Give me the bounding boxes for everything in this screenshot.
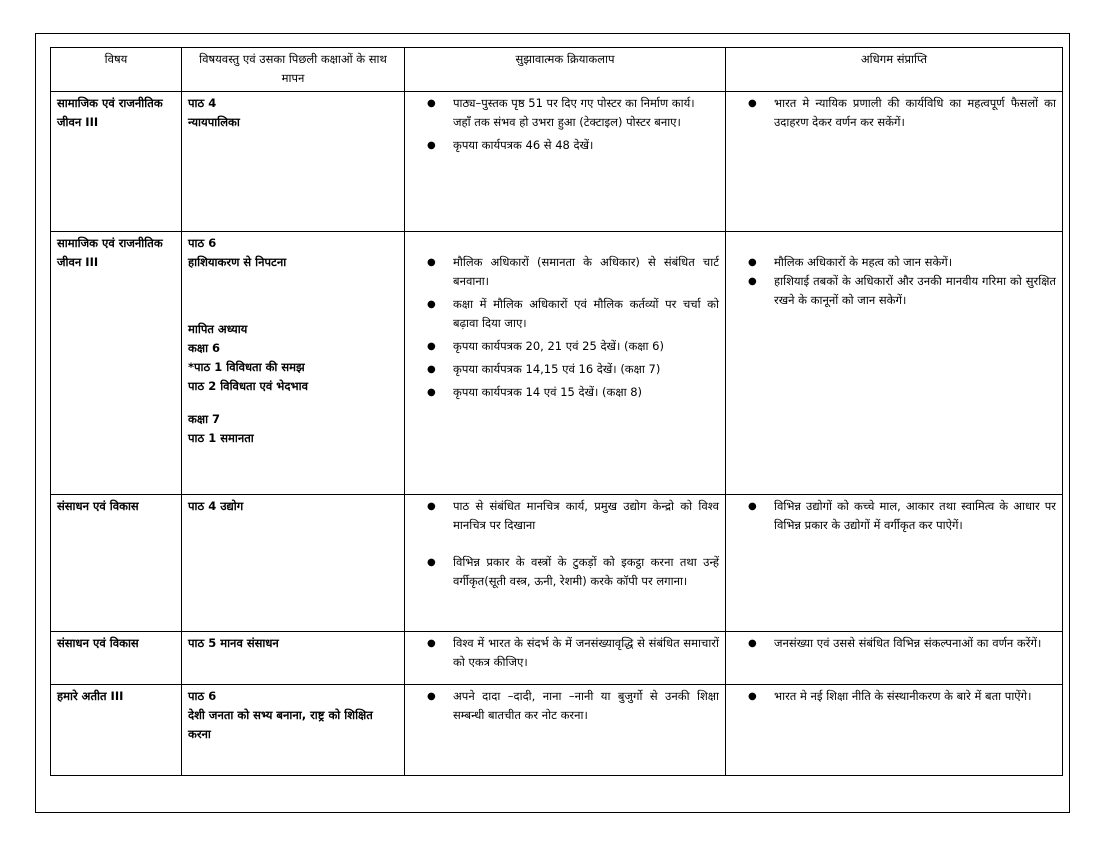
outcomes-cell bbox=[726, 685, 1063, 776]
header-content: विषयवस्तु एवं उसका पिछली कक्षाओं के साथ मापन bbox=[182, 48, 405, 92]
activity-item: ● विभिन्न प्रकार के वस्त्रों के टुकड़ों को इकट्ठा करना तथा उन्हें वर्गीकृत(सूती वस्त्र, ऊनी, रेशमी) करके कॉपी पर लगाना। bbox=[411, 553, 719, 591]
activity-item: ● कक्षा में मौलिक अधिकारों एवं मौलिक कर्तव्यों पर चर्चा को बढ़ावा दिया जाए। bbox=[411, 295, 719, 333]
outcome-item: ● भारत मे नई शिक्षा नीति के संस्थानीकरण के बारे में बता पाऐंगे। bbox=[732, 687, 1056, 706]
chapter-title: हाशियाकरण से निपटना bbox=[188, 255, 287, 269]
subject-cell: सामाजिक एवं राजनीतिक जीवन III bbox=[51, 232, 182, 495]
table-row bbox=[51, 632, 1063, 685]
activity-item: ● अपने दादा –दादी, नाना –नानी या बुजुर्गो से उनकी शिक्षा सम्बन्धी बातचीत कर नोट करना। bbox=[411, 687, 719, 725]
outcome-item: ● हाशियाई तबकों के अधिकारों और उनकी मानवीय गरिमा को सुरक्षित रखने के कानूनों को जान सकेगें। bbox=[732, 272, 1056, 310]
mapped-chapter: *पाठ 1 विविधता की समझ bbox=[188, 360, 305, 374]
outcomes-cell bbox=[726, 92, 1063, 232]
activity-item: ● पाठ से संबंधित मानचित्र कार्य, प्रमुख उद्योग केन्द्रो को विश्व मानचित्र पर दिखाना bbox=[411, 497, 719, 535]
activity-item: ● कृपया कार्यपत्रक 14 एवं 15 देखें। (कक्षा 8) bbox=[411, 383, 719, 402]
outcomes-cell bbox=[726, 632, 1063, 685]
table-row bbox=[51, 685, 1063, 776]
table-header-row bbox=[51, 48, 1063, 92]
mapped-chapters-label: मापित अध्याय bbox=[188, 322, 248, 336]
chapter-title: पाठ 4 उद्योग bbox=[188, 499, 244, 513]
activity-item: ● मौलिक अधिकारों (समानता के अधिकार) से संबंधित चार्ट बनवाना। bbox=[411, 253, 719, 291]
class-label: कक्षा 7 bbox=[188, 412, 221, 426]
activities-cell bbox=[405, 495, 726, 632]
chapter-title: न्यायपालिका bbox=[188, 115, 240, 129]
content-cell bbox=[182, 92, 405, 232]
outcomes-cell bbox=[726, 232, 1063, 495]
activities-cell bbox=[405, 92, 726, 232]
outcomes-cell bbox=[726, 495, 1063, 632]
subject-cell: सामाजिक एवं राजनीतिक जीवन III bbox=[51, 92, 182, 232]
activity-item: ● कृपया कार्यपत्रक 20, 21 एवं 25 देखें। (कक्षा 6) bbox=[411, 337, 719, 356]
activity-item: ● विश्व में भारत के संदर्भ के में जनसंख्यावृद्धि से संबंधित समाचारों को एकत्र कीजिए। bbox=[411, 634, 719, 672]
content-cell bbox=[182, 632, 405, 685]
outcome-item: ● मौलिक अधिकारों के महत्व को जान सकेगें। bbox=[732, 253, 1056, 272]
chapter-title: देशी जनता को सभ्य बनाना, राष्ट्र को शिक्षित करना bbox=[188, 708, 373, 741]
table-row bbox=[51, 232, 1063, 495]
outcome-item: ● भारत मे न्यायिक प्रणाली की कार्यविधि का महत्वपूर्ण फैसलों का उदाहरण देकर वर्णन कर सकेंगें। bbox=[732, 94, 1056, 132]
class-label: कक्षा 6 bbox=[188, 341, 221, 355]
subject-cell: संसाधन एवं विकास bbox=[51, 632, 182, 685]
activities-cell bbox=[405, 232, 726, 495]
outcome-item: ● जनसंख्या एवं उससे संबंधित विभिन्न संकल्पनाओं का वर्णन करेंगें। bbox=[732, 634, 1056, 653]
activities-cell bbox=[405, 685, 726, 776]
subject-cell: हमारे अतीत III bbox=[51, 685, 182, 776]
table-row bbox=[51, 92, 1063, 232]
mapped-chapter: पाठ 1 समानता bbox=[188, 431, 254, 445]
content-cell bbox=[182, 232, 405, 495]
chapter-title: पाठ 5 मानव संसाधन bbox=[188, 636, 279, 650]
chapter-number: पाठ 6 bbox=[188, 236, 217, 250]
activity-item: ● कृपया कार्यपत्रक 46 से 48 देखें। bbox=[411, 136, 719, 155]
activities-cell bbox=[405, 632, 726, 685]
header-outcomes: अधिगम संप्राप्ति bbox=[726, 48, 1063, 92]
activity-item: ● कृपया कार्यपत्रक 14,15 एवं 16 देखें। (कक्षा 7) bbox=[411, 360, 719, 379]
curriculum-table bbox=[50, 47, 1063, 776]
header-subject: विषय bbox=[51, 48, 182, 92]
content-cell bbox=[182, 685, 405, 776]
mapped-chapter: पाठ 2 विविधता एवं भेदभाव bbox=[188, 379, 308, 393]
chapter-number: पाठ 4 bbox=[188, 96, 217, 110]
outcome-item: ● विभिन्न उद्योगों को कच्चे माल, आकार तथा स्वामित्व के आधार पर विभिन्न प्रकार के उद्योगों में वर्गीकृत कर पाऐगें। bbox=[732, 497, 1056, 535]
table-row bbox=[51, 495, 1063, 632]
header-activities: सुझावात्मक क्रियाकलाप bbox=[405, 48, 726, 92]
chapter-number: पाठ 6 bbox=[188, 689, 217, 703]
activity-item: ● पाठ्य–पुस्तक पृष्ठ 51 पर दिए गए पोस्टर का निर्माण कार्य। जहाँ तक संभव हो उभरा हुआ (टेक्टाइल) पोस्टर बनाए। bbox=[411, 94, 719, 132]
content-cell bbox=[182, 495, 405, 632]
subject-cell: संसाधन एवं विकास bbox=[51, 495, 182, 632]
